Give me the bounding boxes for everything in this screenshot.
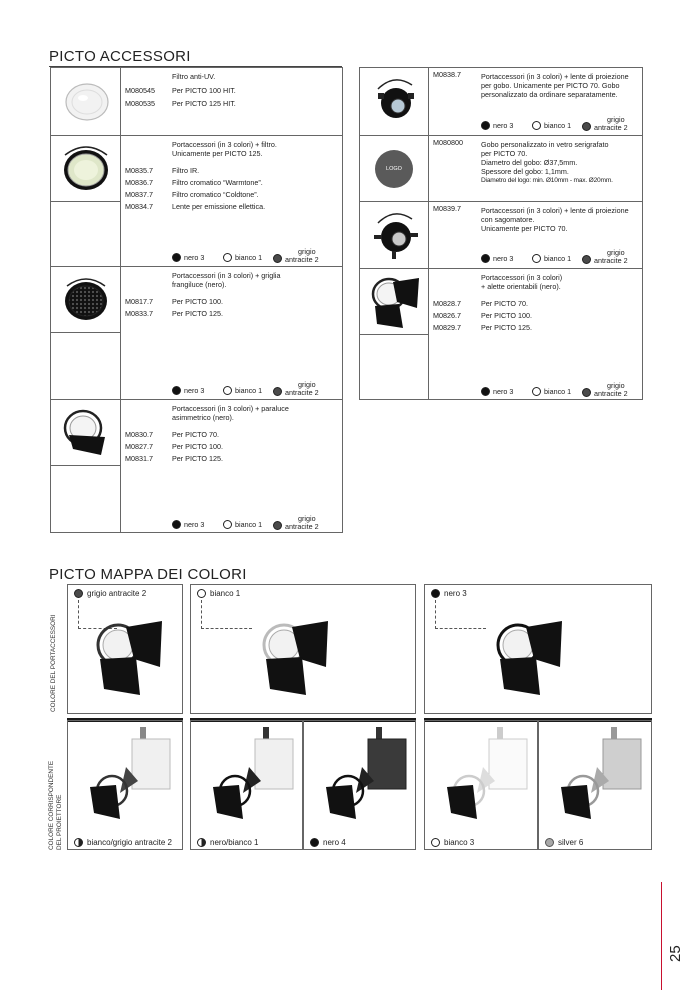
swatch-grigio: [582, 116, 628, 132]
spotlight-image: [199, 727, 299, 827]
product-code: M080535: [125, 99, 155, 108]
product-desc: Per PICTO 125.: [172, 454, 224, 463]
white-dot-icon: [532, 387, 541, 396]
swatch-grigio-l1: grigio: [607, 248, 625, 257]
white-dot-icon: [223, 253, 232, 262]
swatch-nero: nero 3: [172, 386, 204, 395]
swatch-grigio-l2: antracite 2: [594, 256, 628, 265]
map-box-bianco3: [424, 720, 538, 850]
product-desc: Lente per emissione ellettica.: [172, 202, 266, 211]
product-code: M0826.7: [433, 311, 461, 320]
black-dot-icon: [172, 386, 181, 395]
row-header: Filtro anti-UV.: [172, 72, 216, 81]
product-desc: Diametro del logo: min. Ø10mm - max. Ø20mm.: [481, 177, 613, 184]
left-accessory-table: [50, 67, 343, 533]
row-header-2: frangiluce (nero).: [172, 280, 227, 289]
spotlight-image: [547, 727, 647, 827]
black-dot-icon: [431, 589, 440, 598]
map-box-bianco: [190, 584, 416, 714]
swatch-grigio: [273, 381, 319, 397]
product-desc: Per PICTO 125.: [172, 309, 224, 318]
white-dot-icon: [223, 520, 232, 529]
product-code: M0829.7: [433, 323, 461, 332]
product-code: M080800: [433, 138, 463, 147]
side-label-proiettore-1: COLORE CORRISPONDENTE: [48, 760, 55, 850]
table-row: [51, 68, 342, 135]
row-header-2: Unicamente per PICTO 125.: [172, 149, 263, 158]
table-row: [51, 399, 342, 533]
product-desc: Gobo personalizzato in vetro serigrafato: [481, 140, 609, 149]
map-label: grigio antracite 2: [87, 589, 147, 598]
swatch-nero: nero 3: [172, 253, 204, 262]
product-desc: Portaccessori (in 3 colori) + lente di proiezione: [481, 72, 629, 81]
swatch-grigio-l2: antracite 2: [594, 389, 628, 398]
swatch-grigio-l1: grigio: [298, 514, 316, 523]
section-title-mappa: PICTO MAPPA DEI COLORI: [49, 566, 247, 583]
swatch-bianco: bianco 1: [223, 386, 262, 395]
black-dot-icon: [172, 253, 181, 262]
map-label: bianco 3: [444, 838, 475, 847]
swatch-grigio: [273, 248, 319, 264]
swatch-grigio-l2: antracite 2: [285, 255, 319, 264]
swatch-bianco: bianco 1: [532, 121, 571, 130]
product-desc: Unicamente per PICTO 70.: [481, 224, 568, 233]
swatch-grigio-l1: grigio: [298, 247, 316, 256]
row-header: Portaccessori (in 3 colori) + filtro.: [172, 140, 277, 149]
map-box-grigio: [67, 584, 183, 714]
product-desc: per gobo. Unicamente per PICTO 70. Gobo: [481, 81, 620, 90]
swatch-grigio-l2: antracite 2: [285, 388, 319, 397]
map-label: nero 4: [323, 838, 346, 847]
snoot-image: [55, 403, 117, 463]
product-desc: Per PICTO 100.: [172, 297, 224, 306]
map-label: bianco/grigio antracite 2: [87, 838, 172, 847]
product-code: M0833.7: [125, 309, 153, 318]
gobo-projector-image: [364, 71, 424, 131]
product-code: M080545: [125, 86, 155, 95]
black-dot-icon: [481, 387, 490, 396]
map-label: nero 3: [444, 589, 467, 598]
product-code: M0828.7: [433, 299, 461, 308]
grey-dot-icon: [273, 254, 282, 263]
table-row: [360, 268, 642, 400]
row-header: Portaccessori (in 3 colori) + griglia: [172, 271, 281, 280]
swatch-grigio-l2: antracite 2: [594, 123, 628, 132]
map-box-nero-bianco: [190, 720, 303, 850]
grey-dot-icon: [582, 122, 591, 131]
black-dot-icon: [310, 838, 319, 847]
map-box-nero4: [303, 720, 416, 850]
table-row: [51, 135, 342, 266]
black-dot-icon: [172, 520, 181, 529]
product-desc: Per PICTO 70.: [172, 430, 220, 439]
product-desc: Per PICTO 70.: [481, 299, 529, 308]
swatch-grigio-l1: grigio: [298, 380, 316, 389]
uv-filter-image: [56, 71, 116, 131]
white-dot-icon: [223, 386, 232, 395]
product-desc: Per PICTO 125 HIT.: [172, 99, 236, 108]
product-code: M0831.7: [125, 454, 153, 463]
product-desc: Filtro cromatico “Coldtone”.: [172, 190, 259, 199]
swatch-grigio: [273, 515, 319, 531]
row-header-2: asimmetrico (nero).: [172, 413, 234, 422]
black-dot-icon: [481, 121, 490, 130]
side-label-portaccessori: COLORE DEL PORTACCESSORI: [50, 614, 57, 712]
white-dot-icon: [532, 254, 541, 263]
map-box-nero: [424, 584, 652, 714]
swatch-grigio-l1: grigio: [607, 381, 625, 390]
product-code: M0817.7: [125, 297, 153, 306]
page-accent-line: [661, 882, 662, 990]
swatch-nero: nero 3: [481, 121, 513, 130]
grey-dot-icon: [273, 521, 282, 530]
product-desc: Spessore del gobo: 1,1mm.: [481, 167, 569, 176]
right-accessory-table: [359, 67, 643, 400]
grey-dot-icon: [74, 589, 83, 598]
swatch-grigio-l1: grigio: [607, 115, 625, 124]
spotlight-image: [312, 727, 412, 827]
swatch-grigio: [582, 249, 628, 265]
barndoor-lamp-image: [251, 615, 351, 705]
barndoor-lamp-image: [90, 615, 180, 705]
filter-holder-image: [55, 139, 117, 199]
side-label-proiettore-2: DEL PROIETTORE: [56, 794, 63, 850]
silver-dot-icon: [545, 838, 554, 847]
grey-dot-icon: [582, 388, 591, 397]
product-desc: Filtro IR.: [172, 166, 200, 175]
product-desc: Per PICTO 100.: [172, 442, 224, 451]
white-dot-icon: [197, 589, 206, 598]
product-desc: con sagomatore.: [481, 215, 535, 224]
product-desc: Diametro del gobo: Ø37,5mm.: [481, 158, 578, 167]
product-code: M0834.7: [125, 202, 153, 211]
logo-label: LOGO: [386, 166, 402, 172]
table-row: [360, 135, 642, 201]
black-dot-icon: [481, 254, 490, 263]
product-desc: Per PICTO 100.: [481, 311, 533, 320]
section-title-accessori: PICTO ACCESSORI: [49, 48, 191, 65]
spotlight-image: [76, 727, 176, 827]
barndoor-image: [363, 272, 425, 332]
half-dot-icon: [197, 838, 206, 847]
row-header-2: + alette orientabili (nero).: [481, 282, 561, 291]
product-desc: Filtro cromatico “Warmtone”.: [172, 178, 263, 187]
swatch-bianco: bianco 1: [223, 520, 262, 529]
product-code: M0835.7: [125, 166, 153, 175]
table-row: [360, 201, 642, 268]
framing-projector-image: [364, 205, 424, 265]
swatch-bianco: bianco 1: [532, 387, 571, 396]
product-desc: Portaccessori (in 3 colori) + lente di proiezione: [481, 206, 629, 215]
spotlight-image: [433, 727, 533, 827]
product-code: M0837.7: [125, 190, 153, 199]
logo-gobo-disc: [375, 150, 413, 188]
swatch-nero: nero 3: [172, 520, 204, 529]
swatch-grigio: [582, 382, 628, 398]
map-label: bianco 1: [210, 589, 241, 598]
table-row: [360, 68, 642, 135]
barndoor-lamp-image: [485, 615, 585, 705]
map-box-bianco-grigio: [67, 720, 183, 850]
row-header: Portaccessori (in 3 colori): [481, 273, 563, 282]
map-box-silver: [538, 720, 652, 850]
white-dot-icon: [431, 838, 440, 847]
product-desc: Per PICTO 100 HIT.: [172, 86, 236, 95]
product-code: M0827.7: [125, 442, 153, 451]
swatch-bianco: bianco 1: [532, 254, 571, 263]
product-code: M0836.7: [125, 178, 153, 187]
map-label: silver 6: [558, 838, 584, 847]
honeycomb-grid-image: [55, 270, 117, 330]
product-desc: personalizzato da ordinare separatamente.: [481, 90, 618, 99]
product-desc: per PICTO 70.: [481, 149, 528, 158]
swatch-nero: nero 3: [481, 254, 513, 263]
row-header: Portaccessori (in 3 colori) + paraluce: [172, 404, 289, 413]
product-code: M0830.7: [125, 430, 153, 439]
swatch-nero: nero 3: [481, 387, 513, 396]
page-number: 25: [667, 945, 684, 962]
grey-dot-icon: [582, 255, 591, 264]
white-dot-icon: [532, 121, 541, 130]
map-label: nero/bianco 1: [210, 838, 259, 847]
grey-dot-icon: [273, 387, 282, 396]
half-dot-icon: [74, 838, 83, 847]
product-code: M0838.7: [433, 70, 461, 79]
product-desc: Per PICTO 125.: [481, 323, 533, 332]
swatch-grigio-l2: antracite 2: [285, 522, 319, 531]
product-code: M0839.7: [433, 204, 461, 213]
table-row: [51, 266, 342, 399]
swatch-bianco: bianco 1: [223, 253, 262, 262]
